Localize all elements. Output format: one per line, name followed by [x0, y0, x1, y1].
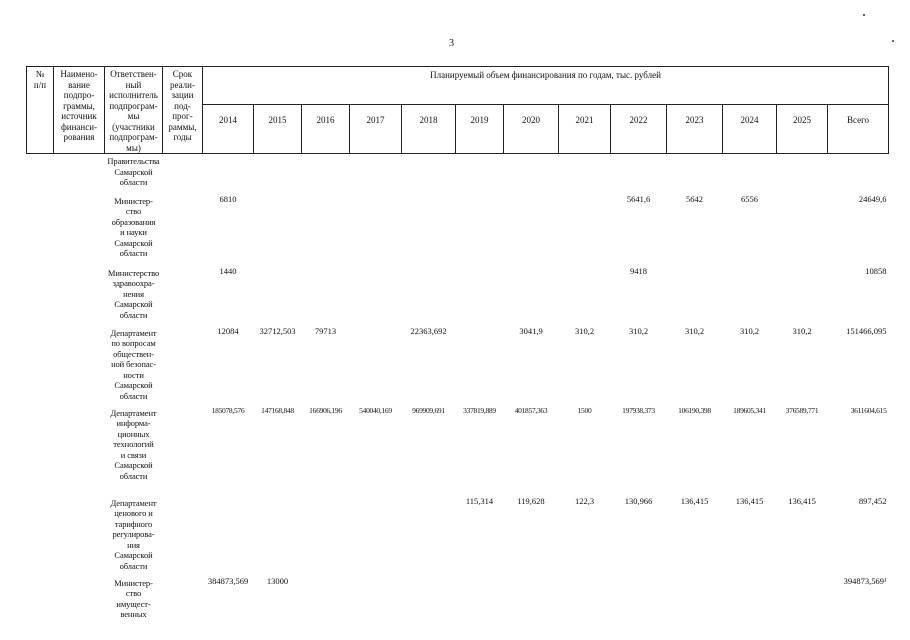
header-year: 2014: [203, 105, 254, 154]
row-value-2023: [667, 576, 723, 626]
row-executor: Департамент ценового и тарифного регулирова- ния Самарской области: [110, 497, 157, 571]
row-subprogram: [54, 266, 105, 326]
row-total: 394873,569¹: [843, 575, 887, 586]
table-row: [27, 406, 889, 496]
row-value-2016: [302, 154, 350, 194]
header-col-term: Срок реали- зации под- прог- раммы, годы: [163, 67, 203, 154]
row-value-2019: [456, 576, 504, 626]
row-value-2018: [402, 194, 456, 266]
row-value-2016: [302, 266, 350, 326]
row-subprogram: [54, 194, 105, 266]
row-value-2020: 3041,9: [519, 325, 543, 336]
row-value-2017: [350, 576, 402, 626]
row-value-2023: 106190,398: [678, 405, 711, 415]
row-subprogram: [54, 406, 105, 496]
row-value-2014: [203, 154, 254, 194]
row-value-2025: [777, 576, 828, 626]
header-year: 2018: [402, 105, 456, 154]
header-year: 2017: [350, 105, 402, 154]
row-value-2018: [402, 266, 456, 326]
row-num: [27, 154, 54, 194]
header-year: 2025: [777, 105, 828, 154]
row-value-2017: [350, 496, 402, 576]
table-row: [27, 194, 889, 266]
row-executor: Департамент по вопросам обществен- ной безопас- ности Самарской области: [110, 327, 157, 401]
row-value-2024: [723, 266, 777, 326]
row-value-2022: 310,2: [628, 325, 649, 336]
row-value-2015: 32712,503: [259, 325, 296, 336]
table-row: [27, 326, 889, 406]
row-value-2018: 969909,691: [412, 405, 445, 415]
row-value-2021: 122,3: [574, 495, 595, 506]
row-value-2015: [254, 266, 302, 326]
row-num: [27, 406, 54, 496]
row-value-2019: 115,314: [465, 495, 494, 506]
row-value-2017: [350, 266, 402, 326]
header-year: 2019: [456, 105, 504, 154]
row-executor: Министерство здравоохра- нения Самарской области: [107, 267, 160, 320]
row-value-2016: [302, 576, 350, 626]
row-value-2016: 166906,196: [309, 405, 342, 415]
row-value-2020: [504, 576, 559, 626]
row-value-2022: 130,966: [624, 495, 653, 506]
row-value-2014: 384873,569: [207, 575, 249, 586]
row-total: 897,452: [858, 495, 887, 506]
row-term: [163, 326, 203, 406]
row-total: 24649,6: [858, 193, 887, 204]
row-value-2017: 540040,169: [359, 405, 392, 415]
row-term: [163, 496, 203, 576]
row-num: [27, 194, 54, 266]
row-value-2022: 197938,373: [622, 405, 655, 415]
header-col-name: Наимено- вание подпро- граммы, источник финанси- рования: [54, 67, 105, 154]
row-value-2015: 147168,848: [261, 405, 294, 415]
row-value-2014: 1440: [219, 265, 237, 276]
row-value-2016: [302, 496, 350, 576]
row-value-2025: [777, 194, 828, 266]
table-row: [27, 576, 889, 626]
header-year: 2023: [667, 105, 723, 154]
row-term: [163, 154, 203, 194]
header-year: Всего: [828, 105, 889, 154]
row-value-2018: [402, 154, 456, 194]
row-value-2018: [402, 576, 456, 626]
header-col-executor: Ответствен- ный исполнитель подпрограм- мы (участники подпрограм- мы): [105, 67, 163, 154]
row-term: [163, 194, 203, 266]
row-total: 151466,095: [846, 325, 887, 336]
row-value-2019: 337819,889: [463, 405, 496, 415]
row-value-2021: [559, 576, 611, 626]
row-num: [27, 496, 54, 576]
row-value-2024: 310,2: [739, 325, 760, 336]
row-value-2022: [611, 154, 667, 194]
row-value-2024: [723, 154, 777, 194]
row-value-2021: [559, 194, 611, 266]
row-executor: Министер- ство образования и науки Самарской области: [111, 195, 156, 258]
header-year: 2020: [504, 105, 559, 154]
row-value-2023: [667, 266, 723, 326]
row-value-2025: [777, 266, 828, 326]
header-year: 2022: [611, 105, 667, 154]
row-value-2023: [667, 154, 723, 194]
header-year: 2024: [723, 105, 777, 154]
row-value-2016: 79713: [314, 325, 337, 336]
row-value-2019: [456, 154, 504, 194]
row-value-2015: [254, 154, 302, 194]
header-year: 2015: [254, 105, 302, 154]
row-term: [163, 406, 203, 496]
row-total: [828, 154, 889, 194]
row-value-2020: 401857,363: [514, 405, 548, 415]
table-row: [27, 154, 889, 194]
row-value-2021: [559, 154, 611, 194]
row-value-2021: 310,2: [574, 325, 595, 336]
row-value-2020: [504, 266, 559, 326]
row-value-2014: [203, 496, 254, 576]
row-value-2023: 310,2: [684, 325, 705, 336]
row-value-2020: 119,628: [517, 495, 545, 506]
row-value-2020: [504, 154, 559, 194]
row-value-2025: 376589,771: [785, 405, 819, 415]
row-value-2024: 189605,341: [733, 405, 766, 415]
row-value-2024: [723, 576, 777, 626]
row-value-2015: [254, 194, 302, 266]
row-value-2015: [254, 496, 302, 576]
table-row: [27, 496, 889, 576]
financing-table: [26, 66, 889, 626]
scan-speck: [863, 14, 865, 16]
row-value-2023: 5642: [686, 193, 703, 204]
header-plan-title: Планируемый объем финансирования по годам, тыс. рублей: [203, 67, 889, 105]
row-value-2017: [350, 194, 402, 266]
row-total: 3611604,615: [850, 405, 887, 415]
row-value-2018: [402, 496, 456, 576]
header-row-top: [27, 67, 889, 105]
row-value-2020: [504, 194, 559, 266]
row-value-2022: 5641,6: [626, 193, 651, 204]
row-value-2016: [302, 194, 350, 266]
row-subprogram: [54, 326, 105, 406]
page-number: 3: [449, 38, 454, 49]
row-value-2021: [559, 266, 611, 326]
row-value-2024: 136,415: [735, 495, 764, 506]
row-value-2024: 6556: [741, 193, 758, 204]
header-year: 2016: [302, 105, 350, 154]
row-value-2019: [456, 326, 504, 406]
row-value-2017: [350, 154, 402, 194]
row-value-2014: 185078,576: [211, 405, 245, 415]
table-body: [27, 154, 889, 626]
row-value-2025: [777, 154, 828, 194]
row-subprogram: [54, 576, 105, 626]
row-value-2022: 9418: [630, 265, 647, 276]
row-subprogram: [54, 496, 105, 576]
row-value-2015: 13000: [266, 575, 289, 586]
row-term: [163, 266, 203, 326]
row-value-2019: [456, 266, 504, 326]
row-total: 10858: [865, 265, 887, 276]
row-value-2018: 22363,692: [410, 325, 447, 336]
row-num: [27, 266, 54, 326]
row-num: [27, 576, 54, 626]
scan-speck: [892, 40, 894, 42]
row-value-2019: [456, 194, 504, 266]
row-executor: Департамент информа- ционных технологий и связи Самарской области: [110, 407, 157, 481]
row-value-2014: 6810: [219, 193, 237, 204]
row-value-2017: [350, 326, 402, 406]
header-year: 2021: [559, 105, 611, 154]
row-value-2014: 12084: [217, 325, 239, 336]
row-term: [163, 576, 203, 626]
row-subprogram: [54, 154, 105, 194]
row-value-2025: 136,415: [788, 495, 816, 506]
row-value-2025: 310,2: [792, 325, 812, 336]
row-value-2023: 136,415: [680, 495, 709, 506]
row-value-2022: [611, 576, 667, 626]
row-value-2021: 1500: [577, 405, 592, 415]
header-col-num: № п/п: [27, 67, 54, 154]
table-row: [27, 266, 889, 326]
row-num: [27, 326, 54, 406]
row-executor: Правительства Самарской области: [107, 156, 160, 187]
row-executor: Министер- ство имущест- венных: [114, 577, 153, 619]
